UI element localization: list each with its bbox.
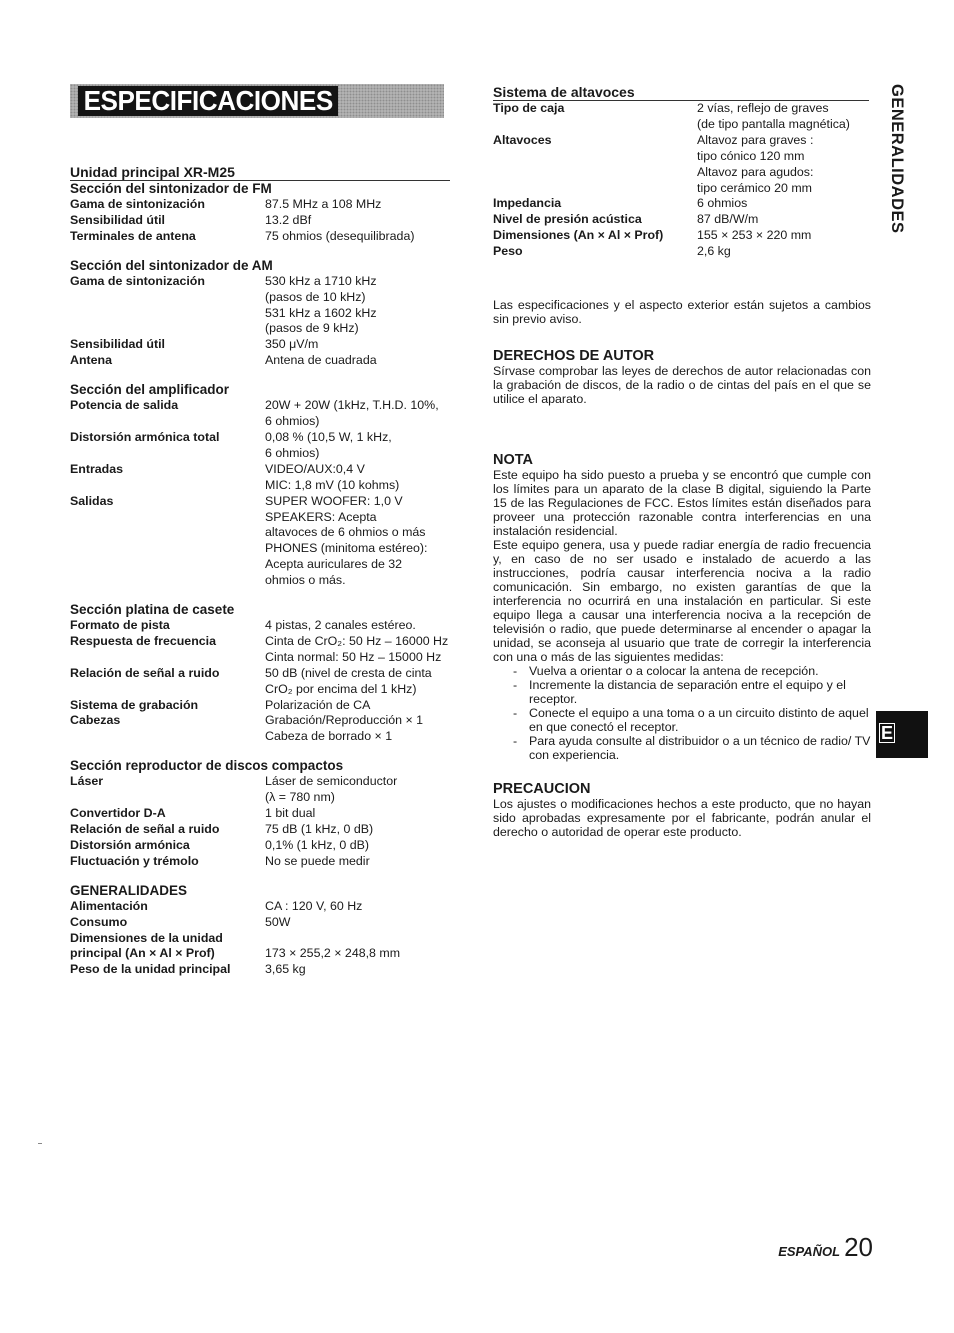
spec-label: Alimentación [70, 898, 148, 913]
spec-label: Salidas [70, 493, 114, 508]
spec-row [70, 274, 450, 338]
precaucion-text: Los ajustes o modificaciones hechos a este producto, que no hayan sido aprobadas expresamente por el fabricante, podrán anular el derecho o autoridad de operar este producto. [493, 797, 871, 840]
spec-value: Antena de cuadrada [265, 353, 377, 368]
spec-value: 350 μV/m [265, 337, 319, 352]
speaker-spec-list [493, 101, 871, 260]
spec-section [70, 602, 450, 745]
spec-value: Grabación/Reproducción × 1 Cabeza de borrado × 1 [265, 713, 424, 744]
spec-value: Altavoz para graves : tipo cónico 120 mm Altavoz para agudos: tipo cerámico 20 mm [697, 132, 814, 195]
spec-value: 87 dB/W/m [697, 212, 759, 227]
section-side-label: GENERALIDADES [888, 84, 906, 234]
spec-value: 75 ohmios (desequilibrada) [265, 228, 415, 243]
spec-label: Gama de sintonización [70, 273, 205, 288]
spec-value: 0,1% (1 kHz, 0 dB) [265, 837, 369, 852]
spec-label: Antena [70, 353, 112, 368]
nota-heading: NOTA [493, 452, 534, 469]
speakers-title: Sistema de altavoces [493, 84, 869, 101]
spec-label: Formato de pista [70, 618, 170, 633]
section-title: Sección del sintonizador de AM [70, 257, 273, 273]
spec-row [70, 854, 450, 870]
spec-row [493, 101, 871, 133]
spec-section [70, 382, 450, 589]
spec-label: Dimensiones (An × Al × Prof) [493, 228, 664, 243]
specs-notice: Las especificaciones y el aspecto exterior están sujetos a cambios sin previo aviso. [493, 298, 871, 327]
spec-row [70, 774, 450, 806]
spec-value: 173 × 255,2 × 248,8 mm [265, 946, 401, 961]
spec-row [70, 822, 450, 838]
page-footer [778, 1232, 873, 1263]
spec-row [70, 618, 450, 634]
spec-value: Polarización de CA [265, 697, 371, 712]
spec-label: Sistema de grabación [70, 697, 199, 712]
list-item: - Conecte el equipo a una toma o a un circuito distinto de aquel en que conectó el receptor. [513, 706, 871, 734]
page-number: 20 [844, 1232, 873, 1262]
spec-row [70, 666, 450, 698]
nota-paragraph-2: Este equipo genera, usa y puede radiar energía de radio frecuencia y, en caso de no ser usado e instalado de acuerdo a las instrucciones, podría causar interferencia nociva a la radio comunicación. Sin embargo, no existen garantías de que la interferencia no ocurrirá en una instalación en particular. Si este equipo llega a causar una interferencia nociva a la recepción de televisión o radio, que puede determinarse al encender o apagar la unidad, se aconseja al usuario que trate de corregir la interferencia con una o más de las siguientes medidas: [493, 538, 871, 665]
spec-row [70, 962, 450, 978]
spec-row [493, 228, 871, 244]
spec-section [70, 181, 450, 245]
spec-value: 4 pistas, 2 canales estéreo. [265, 618, 416, 633]
spec-row [70, 931, 450, 963]
spec-label: Distorsión armónica [70, 837, 190, 852]
spec-label: Respuesta de frecuencia [70, 633, 216, 648]
spec-row [70, 398, 450, 430]
spec-label: Sensibilidad útil [70, 337, 166, 352]
spec-value: 0,08 % (10,5 W, 1 kHz, 6 ohmios) [265, 429, 392, 460]
copyright-heading: DERECHOS DE AUTOR [493, 348, 655, 365]
spec-row [70, 197, 450, 213]
footer-language: ESPAÑOL [778, 1244, 841, 1259]
spec-label: Consumo [70, 914, 128, 929]
spec-value: 50 dB (nivel de cresta de cinta CrO₂ por encima del 1 kHz) [265, 665, 432, 696]
spec-row [70, 899, 450, 915]
section-title: Sección reproductor de discos compactos [70, 758, 344, 774]
spec-row [70, 838, 450, 854]
scan-speck [38, 1143, 42, 1144]
right-column [493, 84, 871, 839]
spec-label: Potencia de salida [70, 398, 179, 413]
section-title: Sección platina de casete [70, 602, 235, 618]
spec-section [70, 758, 450, 869]
spec-value: 1 bit dual [265, 806, 316, 821]
spec-label: Peso de la unidad principal [70, 962, 231, 977]
spec-row [70, 337, 450, 353]
spec-label: Fluctuación y trémolo [70, 853, 199, 868]
spec-label: Convertidor D-A [70, 806, 166, 821]
spec-row [70, 634, 450, 666]
spec-label: Distorsión armónica total [70, 429, 220, 444]
spec-label: Entradas [70, 461, 124, 476]
spec-row [70, 806, 450, 822]
spec-value: 75 dB (1 kHz, 0 dB) [265, 822, 374, 836]
spec-value: No se puede medir [265, 853, 370, 868]
spec-row [70, 213, 450, 229]
spec-row [70, 430, 450, 462]
spec-row [70, 915, 450, 931]
spec-label: Tipo de caja [493, 101, 565, 115]
main-unit-sections [70, 181, 450, 978]
spec-value: Láser de semiconductor (λ = 780 nm) [265, 774, 398, 805]
main-unit-specs [70, 164, 450, 991]
spec-value: 530 kHz a 1710 kHz (pasos de 10 kHz) 531 kHz a 1602 kHz (pasos de 9 kHz) [265, 273, 377, 336]
spec-value: 50W [265, 914, 291, 929]
spec-label: Láser [70, 774, 104, 789]
nota-measures-list [493, 664, 871, 762]
spec-value: 3,65 kg [265, 962, 306, 977]
spec-value: 155 × 253 × 220 mm [697, 228, 812, 243]
spec-value: SUPER WOOFER: 1,0 V SPEAKERS: Acepta altavoces de 6 ohmios o más PHONES (minitoma estéreo): Acepta auriculares de 32 ohmios o más. [265, 493, 428, 588]
main-unit-title: Unidad principal XR-M25 [70, 164, 450, 181]
spec-value: 2,6 kg [697, 244, 731, 259]
spec-value: 2 vías, reflejo de graves (de tipo pantalla magnética) [697, 101, 850, 131]
spec-row [70, 462, 450, 494]
section-title: Sección del amplificador [70, 382, 230, 398]
section-title: GENERALIDADES [70, 882, 188, 898]
spec-value: 87.5 MHz a 108 MHz [265, 197, 382, 211]
section-title: Sección del sintonizador de FM [70, 181, 272, 196]
spec-row [70, 229, 450, 245]
spec-label: Terminales de antena [70, 228, 196, 243]
spec-label: Impedancia [493, 196, 562, 211]
list-item: - Vuelva a orientar o a colocar la antena de recepción. [513, 664, 871, 678]
spec-label: Cabezas [70, 713, 121, 728]
spec-section [70, 883, 450, 979]
spec-value: VIDEO/AUX:0,4 V MIC: 1,8 mV (10 kohms) [265, 461, 400, 492]
spec-label: Relación de señal a ruido [70, 822, 220, 836]
title-banner [70, 84, 444, 118]
copyright-text: Sírvase comprobar las leyes de derechos de autor relacionadas con la grabación de discos, de la radio o de cintas del país en el que se utilice el aparato. [493, 364, 871, 407]
spec-label: Nivel de presión acústica [493, 212, 642, 227]
page-title: ESPECIFICACIONES [78, 86, 338, 116]
language-tab: E [876, 711, 928, 758]
precaucion-heading: PRECAUCION [493, 781, 591, 798]
spec-row [493, 244, 871, 260]
spec-label: Relación de señal a ruido [70, 665, 220, 680]
spec-row [493, 196, 871, 212]
nota-paragraph-1: Este equipo ha sido puesto a prueba y se encontró que cumple con los límites para un aparato de la clase B digital, siguiendo la Parte 15 de las Regulaciones de FCC. Estos límites están diseñados para proveer una protección razonable contra interferencias en una instalación residencial. [493, 468, 871, 539]
spec-row [70, 698, 450, 714]
spec-row [70, 353, 450, 369]
list-item: - Para ayuda consulte al distribuidor o a un técnico de radio/ TV con experiencia. [513, 734, 871, 762]
spec-value: 6 ohmios [697, 196, 748, 211]
spec-value: Cinta de CrO₂: 50 Hz – 16000 Hz Cinta normal: 50 Hz – 15000 Hz [265, 633, 449, 664]
spec-row [70, 494, 450, 589]
spec-row [70, 713, 450, 745]
spec-section [70, 258, 450, 369]
spec-label: Peso [493, 244, 523, 259]
spec-label: Altavoces [493, 132, 552, 147]
spec-label: Sensibilidad útil [70, 212, 166, 227]
spec-row [493, 133, 871, 197]
spec-value: CA : 120 V, 60 Hz [265, 898, 363, 913]
list-item: - Incremente la distancia de separación entre el equipo y el receptor. [513, 678, 871, 706]
spec-row [493, 212, 871, 228]
spec-value: 20W + 20W (1kHz, T.H.D. 10%, 6 ohmios) [265, 398, 439, 429]
spec-label: Gama de sintonización [70, 197, 205, 211]
spec-value: 13.2 dBf [265, 212, 312, 227]
spec-label: Dimensiones de la unidad principal (An × Al × Prof) [70, 930, 223, 961]
